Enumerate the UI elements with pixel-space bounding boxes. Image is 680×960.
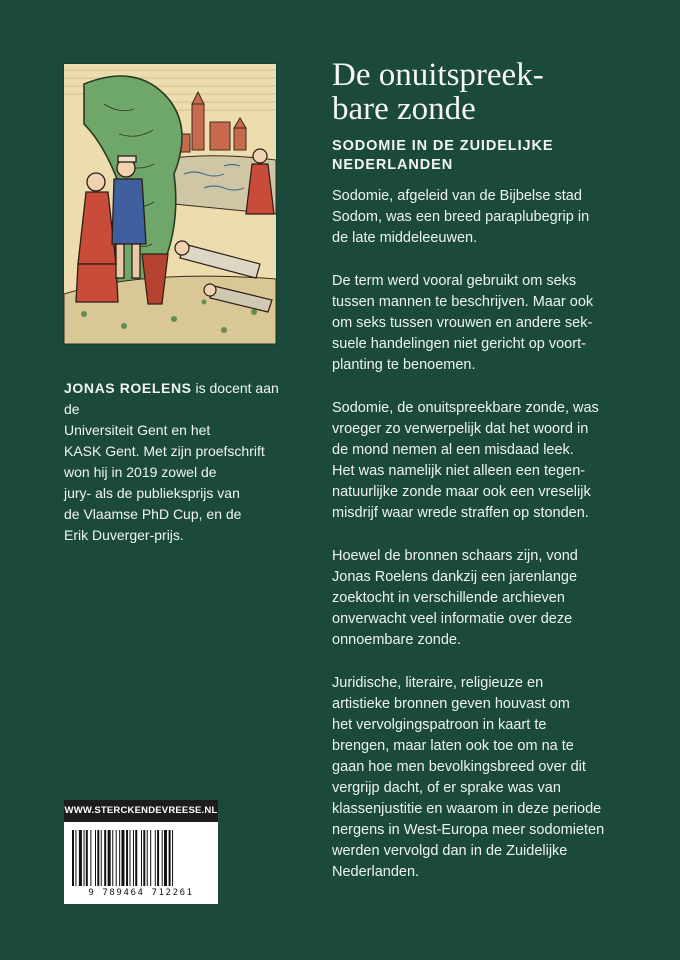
barcode-bar xyxy=(126,830,128,886)
blurb-line: gaan hoe men bevolkingsbreed over dit xyxy=(332,759,586,775)
blurb-line: de mond nemen al een misdaad leek. xyxy=(332,442,574,458)
blurb-line: tussen mannen te beschrijven. Maar ook xyxy=(332,294,594,310)
blurb-line: het vervolgingspatroon in kaart te xyxy=(332,717,547,733)
barcode-bar xyxy=(157,830,159,886)
barcode-bar xyxy=(130,830,131,886)
book-subtitle xyxy=(332,137,632,175)
author-bio-text: Universiteit Gent en het xyxy=(64,422,211,438)
blurb-line: Hoewel de bronnen schaars zijn, vond xyxy=(332,548,578,564)
blurb-paragraph xyxy=(332,398,632,524)
blurb-line: artistieke bronnen geven houvast om xyxy=(332,696,570,712)
barcode-bar xyxy=(141,830,142,886)
blurb xyxy=(332,186,632,905)
blurb-paragraph xyxy=(332,546,632,651)
blurb-line: suele handelingen niet gericht op voort- xyxy=(332,336,586,352)
woodcut-image xyxy=(64,64,276,344)
book-title-line: De onuitspreek- xyxy=(332,57,544,93)
barcode-bar xyxy=(135,830,137,886)
author-bio xyxy=(64,378,296,546)
barcode-bar xyxy=(119,830,120,886)
author-bio-text: jury- als de publieksprijs van xyxy=(64,485,240,501)
barcode-bar xyxy=(101,830,102,886)
author-name: JONAS ROELENS xyxy=(64,380,192,396)
blurb-line: vergrijp dacht, of er sprake was van xyxy=(332,780,561,796)
barcode-bar xyxy=(116,830,117,886)
barcode-bar xyxy=(90,830,91,886)
barcode-bar xyxy=(162,830,163,886)
blurb-paragraph xyxy=(332,673,632,883)
barcode-bar xyxy=(172,830,173,886)
blurb-line: klassenjustitie en waarom in deze periode xyxy=(332,801,602,817)
blurb-line: Nederlanden. xyxy=(332,864,420,880)
blurb-line: Jonas Roelens dankzij een jarenlange xyxy=(332,569,578,585)
barcode-bar xyxy=(84,830,85,886)
book-title-line: bare zonde xyxy=(332,91,476,127)
barcode-bar xyxy=(97,830,99,886)
barcode-bar xyxy=(155,830,156,886)
blurb-line: De term werd vooral gebruikt om seks xyxy=(332,273,577,289)
barcode-bar xyxy=(150,830,151,886)
cover-woodcut-illustration xyxy=(64,64,276,344)
barcode-bar xyxy=(169,830,171,886)
barcode-bar xyxy=(79,830,82,886)
blurb-line: Het was namelijk niet alleen een tegen- xyxy=(332,463,586,479)
barcode-bar xyxy=(86,830,88,886)
barcode-bar xyxy=(112,830,113,886)
blurb-line: vroeger zo verwerpelijk dat het woord in xyxy=(332,421,589,437)
barcode-bar xyxy=(121,830,124,886)
book-title xyxy=(332,58,632,126)
author-bio-text: de Vlaamse PhD Cup, en de xyxy=(64,506,242,522)
barcode-bar xyxy=(164,830,167,886)
barcode-bar xyxy=(108,830,111,886)
blurb-line: planting te benoemen. xyxy=(332,357,476,373)
barcode-bar xyxy=(75,830,76,886)
blurb-line: zoektocht in verschillende archieven xyxy=(332,590,565,606)
author-bio-text: won hij in 2019 zowel de xyxy=(64,464,217,480)
blurb-line: misdrijf waar wrede straffen op stonden. xyxy=(332,505,589,521)
author-bio-text: Erik Duverger-prijs. xyxy=(64,527,184,543)
blurb-line: om seks tussen vrouwen en andere sek- xyxy=(332,315,593,331)
blurb-line: werden vervolgd dan in de Zuidelijke xyxy=(332,843,568,859)
blurb-paragraph xyxy=(332,186,632,249)
isbn-number: 9 789464 712261 xyxy=(88,888,194,898)
barcode-bar xyxy=(72,830,74,886)
blurb-line: Juridische, literaire, religieuze en xyxy=(332,675,544,691)
blurb-line: nergens in West-Europa meer sodomieten xyxy=(332,822,605,838)
blurb-line: Sodom, was een breed paraplubegrip in xyxy=(332,209,590,225)
author-bio-text: KASK Gent. Met zijn proefschrift xyxy=(64,443,265,459)
barcode-bar xyxy=(143,830,145,886)
blurb-line: onnoembare zonde. xyxy=(332,632,461,648)
blurb-paragraph xyxy=(332,271,632,376)
blurb-line: Sodomie, afgeleid van de Bijbelse stad xyxy=(332,188,582,204)
blurb-line: brengen, maar laten ook toe om na te xyxy=(332,738,574,754)
blurb-line: Sodomie, de onuitspreekbare zonde, was xyxy=(332,400,599,416)
barcode-bar xyxy=(147,830,148,886)
book-subtitle-line: NEDERLANDEN xyxy=(332,157,454,173)
blurb-line: natuurlijke zonde maar ook een vreselijk xyxy=(332,484,591,500)
blurb-line: onverwacht veel informatie over deze xyxy=(332,611,573,627)
barcode-bar xyxy=(104,830,106,886)
author-bio-text: is docent aan de xyxy=(64,380,279,417)
barcode-bar xyxy=(133,830,134,886)
book-subtitle-line: SODOMIE IN DE ZUIDELIJKE xyxy=(332,138,554,154)
publisher-url: WWW.STERCKENDEVREESE.NL xyxy=(64,800,218,822)
blurb-line: de late middeleeuwen. xyxy=(332,230,478,246)
barcode-bars xyxy=(72,830,210,886)
barcode-bar xyxy=(95,830,96,886)
barcode-block xyxy=(64,800,218,904)
